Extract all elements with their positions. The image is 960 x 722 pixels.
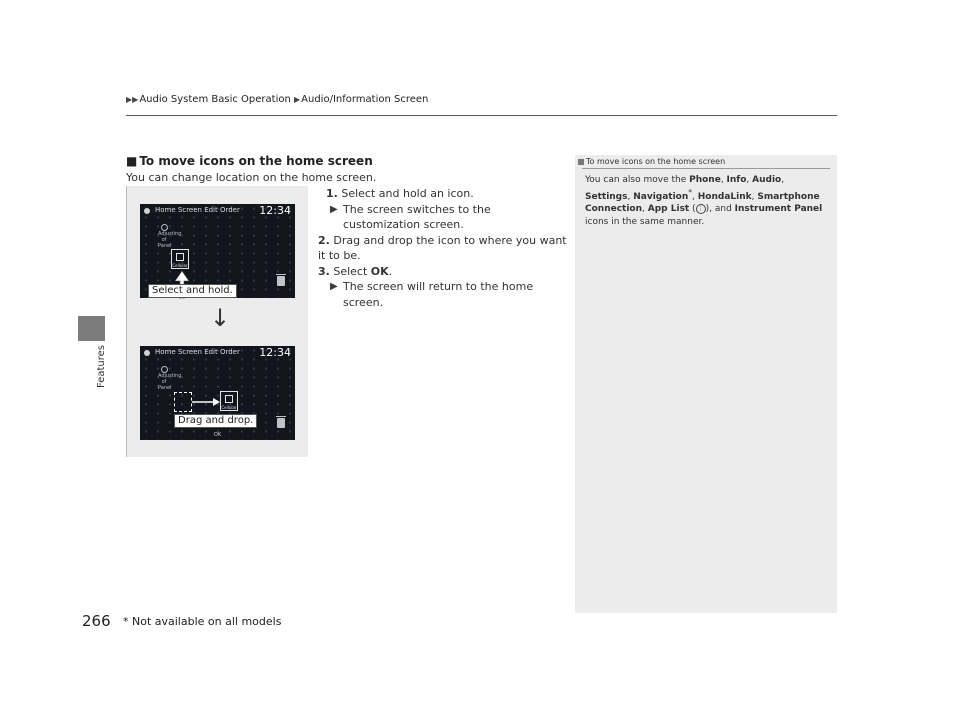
trash-icon: [277, 276, 285, 286]
ok-keyword: OK: [370, 264, 389, 278]
section-heading-text: To move icons on the home screen: [139, 154, 373, 168]
steps-list: [318, 186, 570, 310]
icon-drop-target: [174, 392, 192, 412]
step-sub-text: The screen switches to the customization screen.: [343, 202, 491, 231]
breadcrumb: [126, 94, 428, 105]
page-number: 266: [82, 612, 111, 630]
step-text: Drag and drop the icon to where you want it to be.: [318, 233, 567, 262]
screen-clock: 12:34: [259, 346, 291, 359]
note-marker-icon: [578, 159, 584, 165]
step-text: Select and hold an icon.: [341, 187, 474, 200]
step-number: 3.: [318, 264, 330, 278]
screen-title: Home Screen Edit Order: [155, 206, 240, 214]
note-title: To move icons on the home screen: [578, 157, 725, 166]
screen-clock: 12:34: [259, 204, 291, 217]
breadcrumb-arrow-icon: ▶▶: [126, 95, 139, 104]
note-divider: [582, 168, 830, 169]
note-text: You can also move the Phone, Info, Audio, Settings, Navigation*, HondaLink, Smartphone Connection, App List ( ⋮ ), and Instrument Panel icons in the same manner.: [585, 175, 823, 227]
step-sub-text: The screen will return to the home screen.: [343, 280, 534, 309]
illustration-panel: [126, 186, 308, 457]
app-icon-selected[interactable]: Cellular: [171, 249, 189, 269]
footnote: * Not available on all models: [123, 615, 282, 628]
down-arrow-icon: ↓: [210, 304, 231, 332]
screen-header: [140, 204, 295, 218]
step-3: [318, 264, 570, 280]
panel-adjust-icon: Adjusting of Panel: [158, 224, 170, 238]
home-dot-icon: [144, 350, 150, 356]
breadcrumb-item[interactable]: Audio System Basic Operation: [139, 94, 291, 105]
step-2: [318, 233, 570, 264]
step-number: 1.: [326, 187, 338, 200]
callout-drag-and-drop: Drag and drop.: [174, 414, 257, 428]
step-1-sub: [330, 202, 570, 233]
screen-title: Home Screen Edit Order: [155, 348, 240, 356]
ok-button[interactable]: OK: [213, 432, 222, 438]
note-box: [575, 155, 837, 613]
breadcrumb-arrow-icon: ▶: [294, 95, 301, 104]
trash-icon: [277, 418, 285, 428]
result-arrow-icon: ▶: [330, 281, 338, 292]
result-arrow-icon: ▶: [330, 203, 338, 215]
panel-adjust-icon: Adjusting of Panel: [158, 366, 170, 380]
step-number: 2.: [318, 233, 330, 247]
step-text-suffix: .: [388, 264, 393, 278]
breadcrumb-item[interactable]: Audio/Information Screen: [301, 94, 429, 105]
section-heading: [126, 154, 373, 168]
side-tab-marker: [78, 316, 105, 341]
square-bullet-icon: ■: [126, 154, 138, 168]
callout-select-and-hold: Select and hold.: [148, 284, 237, 298]
app-list-icon: ⋮: [697, 204, 704, 212]
step-1: [318, 186, 570, 202]
side-tab-label: Features: [96, 345, 107, 388]
header-divider: [126, 115, 837, 116]
section-intro: You can change location on the home screen.: [126, 171, 377, 184]
step-text-prefix: Select: [333, 264, 371, 278]
app-icon-dragged[interactable]: Cellular: [220, 391, 238, 411]
home-dot-icon: [144, 208, 150, 214]
step-3-sub: [330, 279, 570, 310]
drag-arrow-icon: [192, 398, 220, 406]
screen-header: [140, 346, 295, 360]
